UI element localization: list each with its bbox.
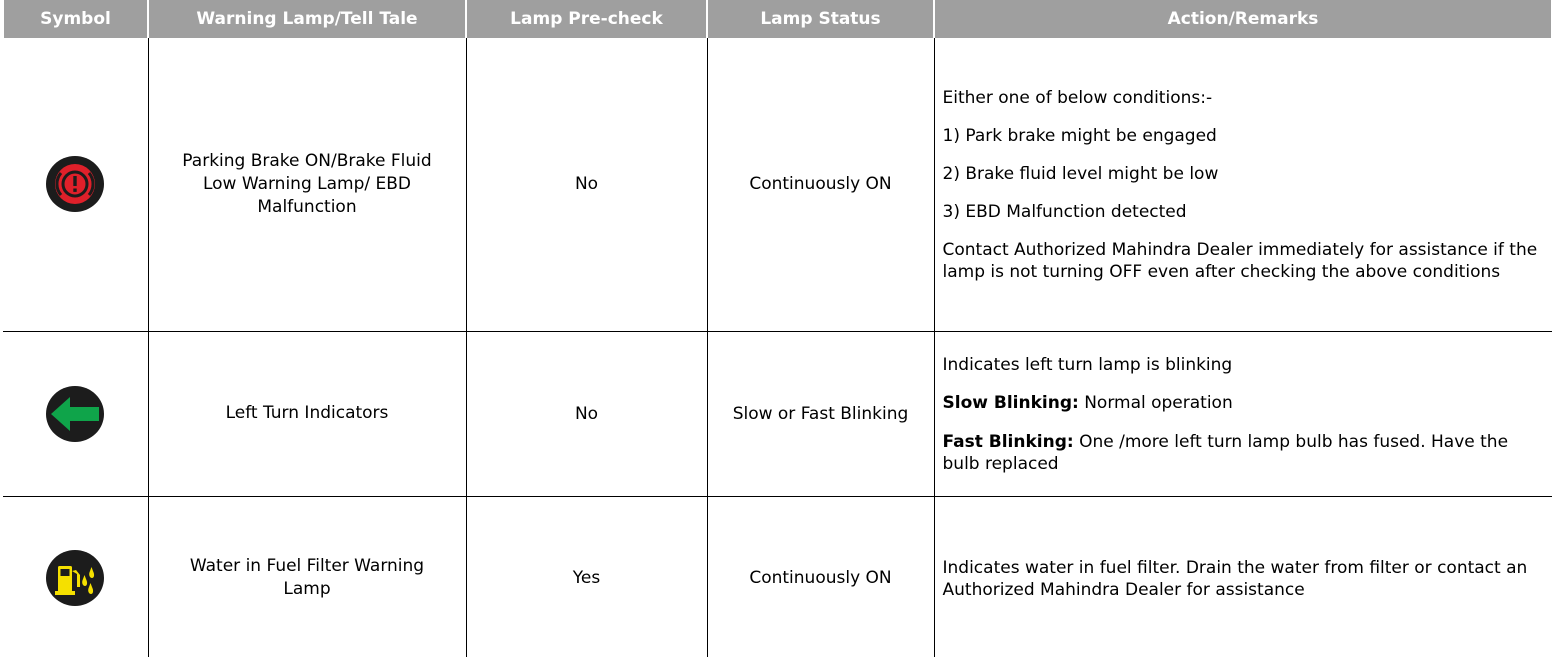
precheck-cell: Yes <box>466 496 707 657</box>
header-warning-lamp: Warning Lamp/Tell Tale <box>148 0 466 38</box>
warning-lamp-cell <box>148 38 466 331</box>
remark-text: Indicates left turn lamp is blinking <box>942 355 1233 376</box>
remark-text: 1) Park brake might be engaged <box>942 126 1217 147</box>
warning-lamp-name: Parking Brake ON/Brake Fluid Low Warning Lamp/ EBD Malfunction <box>182 150 432 217</box>
table-row <box>3 496 1552 657</box>
remarks-list <box>935 348 1553 478</box>
precheck-cell: No <box>466 38 707 331</box>
symbol-cell <box>3 38 148 331</box>
remark-line <box>943 125 1545 147</box>
table-row <box>3 331 1552 496</box>
header-precheck: Lamp Pre-check <box>466 0 707 38</box>
remarks-cell <box>934 331 1552 496</box>
status-cell: Continuously ON <box>707 38 934 331</box>
remark-bold-label: Fast Blinking: <box>942 431 1074 452</box>
header-symbol: Symbol <box>3 0 148 38</box>
warning-lamp-cell <box>148 331 466 496</box>
remark-text: 2) Brake fluid level might be low <box>942 164 1219 185</box>
status-cell: Continuously ON <box>707 496 934 657</box>
remark-line <box>943 201 1545 223</box>
header-status: Lamp Status <box>707 0 934 38</box>
warning-lamp-name: Water in Fuel Filter Warning Lamp <box>189 555 425 599</box>
remark-text: Contact Authorized Mahindra Dealer immediately for assistance if the lamp is not turning OFF even after checking the above conditions <box>942 240 1538 283</box>
remark-line <box>943 431 1545 475</box>
warning-lamp-table <box>2 0 1553 657</box>
left-turn-arrow-icon <box>45 385 105 443</box>
symbol-cell <box>3 496 148 657</box>
symbol-cell <box>3 331 148 496</box>
remark-bold-label: Slow Blinking: <box>942 393 1079 414</box>
warning-lamp-name: Left Turn Indicators <box>225 403 389 424</box>
remark-text: Either one of below conditions:- <box>942 87 1213 108</box>
status-cell: Slow or Fast Blinking <box>707 331 934 496</box>
remarks-list <box>935 551 1553 605</box>
brake-warning-icon <box>45 155 105 213</box>
header-action: Action/Remarks <box>934 0 1552 38</box>
remarks-cell <box>934 496 1552 657</box>
precheck-cell: No <box>466 331 707 496</box>
remark-text: One /more left turn lamp bulb has fused. Have the bulb replaced <box>942 431 1509 474</box>
remark-line <box>943 354 1545 376</box>
remark-line <box>943 87 1545 109</box>
water-in-fuel-icon <box>45 549 105 607</box>
remark-text: Normal operation <box>1078 393 1233 414</box>
remark-line <box>943 163 1545 185</box>
warning-lamp-cell <box>148 496 466 657</box>
remark-line <box>943 392 1545 414</box>
remarks-cell <box>934 38 1552 331</box>
remark-line <box>943 239 1545 283</box>
remarks-list <box>935 81 1553 288</box>
table-row <box>3 38 1552 331</box>
remark-line <box>943 557 1545 601</box>
remark-text: Indicates water in fuel filter. Drain the water from filter or contact an Authorized Mahindra Dealer for assistance <box>942 557 1528 600</box>
remark-text: 3) EBD Malfunction detected <box>942 202 1187 223</box>
header-row <box>3 0 1552 38</box>
